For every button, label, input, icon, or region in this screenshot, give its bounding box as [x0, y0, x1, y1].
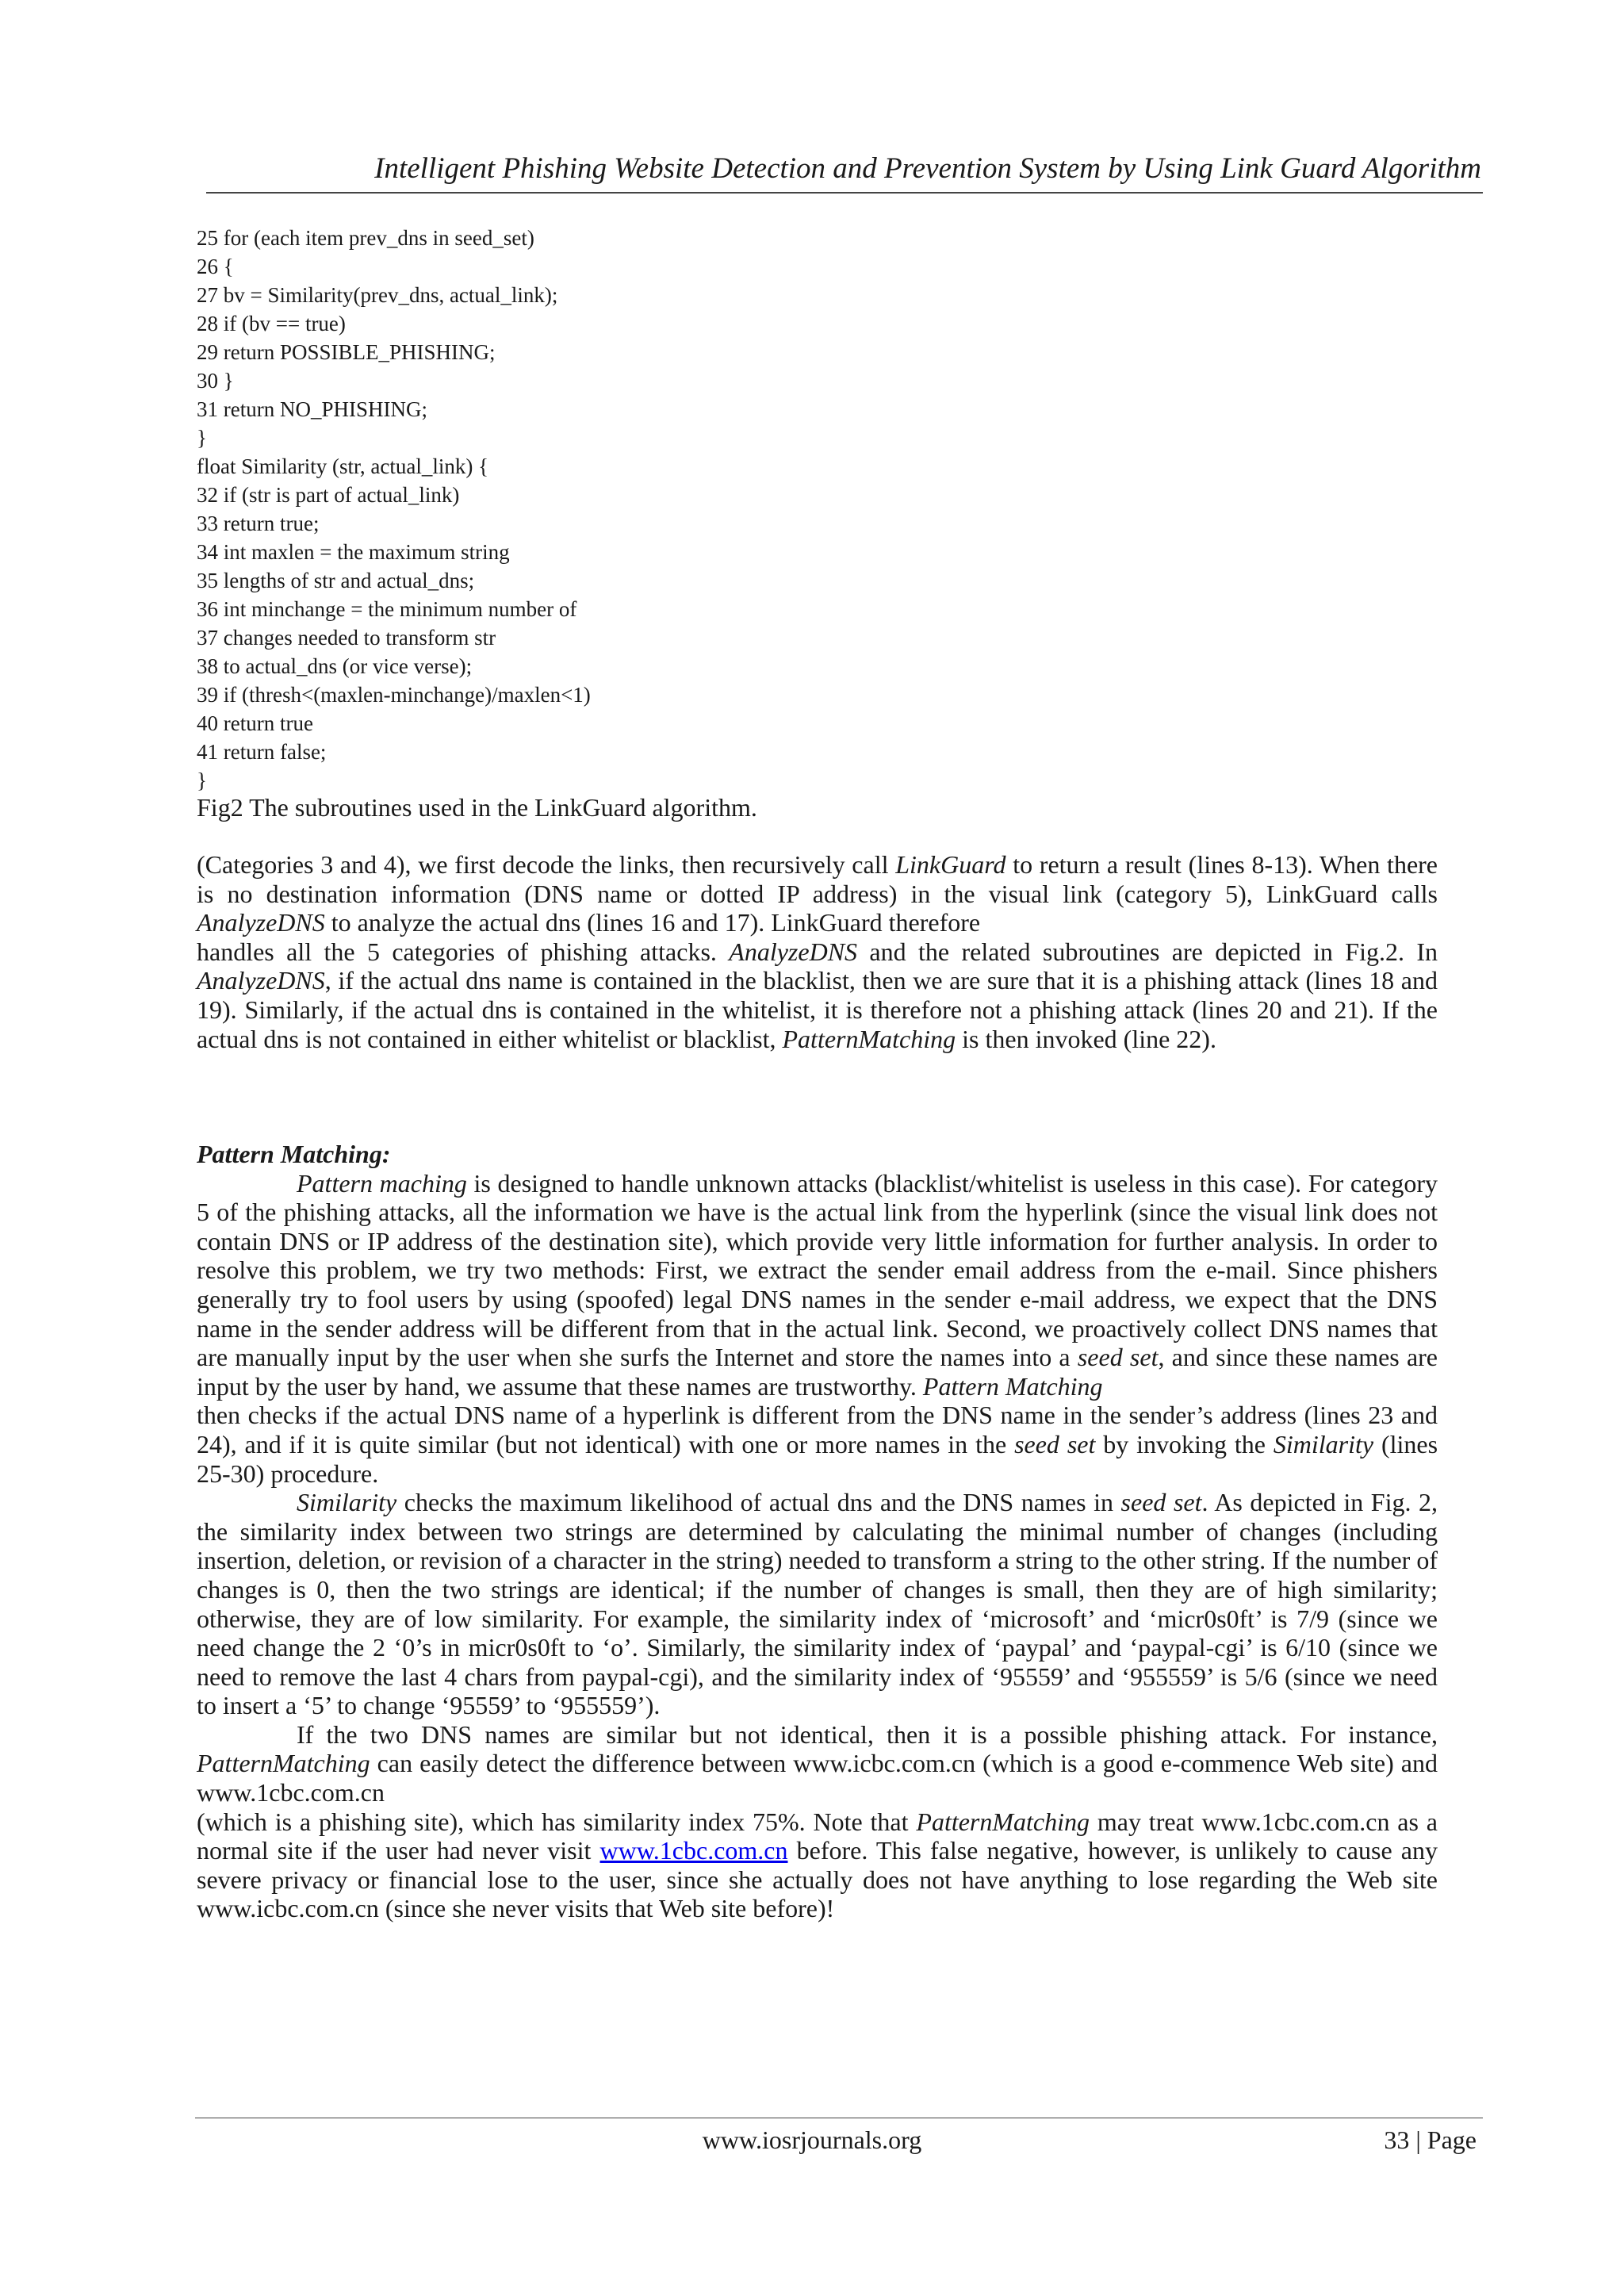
emphasis: Similarity [297, 1488, 397, 1517]
emphasis: seed set [1014, 1429, 1096, 1458]
text-run: (which is a phishing site), which has similarity index 75%. Note that [197, 1807, 917, 1836]
text-run: to return a result (lines 8-13). When there is no destination information (DNS name or dotted IP address) in the visual link (category 5), LinkGuard calls [197, 850, 1438, 908]
text-run: then checks if the actual DNS name of a hyperlink is different from the DNS name in the sender’s address (lines 23 and 24), and if it is quite similar (but not identical) with one or more names in the [197, 1401, 1438, 1458]
emphasis: AnalyzeDNS [729, 937, 858, 966]
text-run: is designed to handle unknown attacks (blacklist/whitelist is useless in this case). For category 5 of the phishing attacks, all the information we have is the actual link from the hyperlink (since the visual link does not contain DNS or IP address of the destination site), which provide very little information for further analysis. In order to resolve this problem, we try two methods: First, we extract the sender email address from the e-mail. Since phishers generally try to fool users by using (spoofed) legal DNS names in the sender e-mail address, we expect that the DNS name in the sender address will be different from that in the actual link. Second, we proactively collect DNS names that are manually input by the user when she surfs the Internet and store the names into a [197, 1168, 1438, 1372]
emphasis: Similarity [1273, 1429, 1374, 1458]
code-line: 27 bv = Similarity(prev_dns, actual_link); [197, 283, 558, 307]
text-run: before. This false negative, however, is unlikely to cause any severe privacy or financial lose to the user, since she actually does not have anything to lose regarding the Web site www.icbc.com.cn (since she never visits that Web site before)! [197, 1836, 1438, 1923]
code-line: 30 } [197, 369, 234, 393]
text-run: (Categories 3 and 4), we first decode the links, then recursively call [197, 850, 896, 879]
page-number: 33 | Page [1384, 2125, 1477, 2154]
pattern-matching-section [197, 1140, 1438, 1923]
paragraph [197, 1720, 1438, 1807]
code-line: 26 { [197, 255, 234, 278]
figure-caption: Fig2 The subroutines used in the LinkGuard algorithm. [197, 793, 757, 822]
code-line: 35 lengths of str and actual_dns; [197, 569, 475, 592]
emphasis: seed set [1077, 1343, 1159, 1372]
emphasis: PatternMatching [782, 1024, 956, 1053]
emphasis: seed set [1120, 1488, 1202, 1517]
paragraph [197, 937, 1438, 1053]
emphasis: Pattern Matching [922, 1371, 1103, 1401]
code-line: 34 int maxlen = the maximum string [197, 540, 510, 564]
paragraph [197, 1401, 1438, 1488]
code-line: 37 changes needed to transform str [197, 626, 496, 650]
emphasis: PatternMatching [916, 1807, 1090, 1836]
paragraph [197, 850, 1438, 937]
text-run: , if the actual dns name is contained in the blacklist, then we are sure that it is a phishing attack (lines 18 and 19). Similarly, if the actual dns is contained in the whitelist, it is therefore not a phishing attack (lines 20 and 21). If the actual dns is not contained in either whitelist or blacklist, [197, 966, 1438, 1053]
code-listing [197, 224, 990, 795]
code-line: float Similarity (str, actual_link) { [197, 454, 489, 478]
code-line: 32 if (str is part of actual_link) [197, 483, 460, 507]
emphasis: AnalyzeDNS [197, 966, 325, 995]
code-line: 38 to actual_dns (or vice verse); [197, 654, 473, 678]
text-run: and the related subroutines are depicted in Fig.2. In [857, 937, 1438, 966]
text-run: to analyze the actual dns (lines 16 and 17). LinkGuard therefore [324, 908, 981, 937]
text-run: (lines 25-30) procedure. [197, 1429, 1438, 1488]
text-run: checks the maximum likelihood of actual dns and the DNS names in [396, 1488, 1121, 1517]
code-line: 36 int minchange = the minimum number of [197, 597, 577, 621]
code-line: 33 return true; [197, 512, 320, 535]
section-heading: Pattern Matching: [197, 1140, 391, 1168]
running-header: Intelligent Phishing Website Detection and Prevention System by Using Link Guard Algorithm [374, 152, 1481, 185]
text-run: If the two DNS names are similar but not identical, then it is a possible phishing attack. For instance, [297, 1719, 1438, 1749]
emphasis: AnalyzeDNS [197, 908, 325, 937]
code-line: 25 for (each item prev_dns in seed_set) [197, 226, 534, 250]
header-divider [206, 192, 1483, 194]
text-run: handles all the 5 categories of phishing attacks. [197, 937, 730, 966]
text-run: is then invoked (line 22). [956, 1024, 1216, 1053]
text-run: can easily detect the difference between www.icbc.com.cn (which is a good e-commence Web site) and www.1cbc.com.cn [197, 1749, 1438, 1807]
emphasis: PatternMatching [197, 1749, 370, 1778]
code-line: 31 return NO_PHISHING; [197, 397, 427, 421]
text-run: by invoking the [1095, 1429, 1274, 1458]
site-link[interactable]: www.1cbc.com.cn [599, 1836, 788, 1865]
paragraph [197, 1807, 1438, 1923]
code-line: 41 return false; [197, 740, 327, 764]
paragraph [197, 1488, 1438, 1720]
text-run: . As depicted in Fig. 2, the similarity index between two strings are determined by calculating the minimal number of changes (including insertion, deletion, or revision of a character in the string) needed to transform a string to the other string. If the number of changes is 0, then the two strings are identical; if the number of changes is small, then they are of high similarity; otherwise, they are of low similarity. For example, the similarity index of ‘microsoft’ and ‘micr0s0ft’ is 7/9 (since we need change the 2 ‘0’s in micr0s0ft to ‘o’. Similarly, the similarity index of ‘paypal’ and ‘paypal-cgi’ is 6/10 (since we need to remove the last 4 chars from paypal-cgi), and the similarity index of ‘95559’ and ‘955559’ is 5/6 (since we need to insert a ‘5’ to change ‘95559’ to ‘955559’). [197, 1488, 1438, 1720]
code-line: } [197, 769, 207, 792]
text-run: , and since these names are input by the user by hand, we assume that these names are trustworthy. [197, 1343, 1438, 1401]
code-line: 29 return POSSIBLE_PHISHING; [197, 340, 496, 364]
footer-url: www.iosrjournals.org [702, 2125, 922, 2154]
emphasis: LinkGuard [895, 850, 1006, 879]
code-line: } [197, 426, 207, 450]
code-line: 39 if (thresh<(maxlen-minchange)/maxlen<1) [197, 683, 591, 707]
intro-text [197, 850, 1438, 1053]
text-run: may treat www.1cbc.com.cn as a normal site if the user had never visit [197, 1807, 1438, 1865]
code-line: 40 return true [197, 711, 313, 735]
paragraph [197, 1169, 1438, 1401]
emphasis: Pattern maching [297, 1168, 467, 1198]
code-line: 28 if (bv == true) [197, 312, 346, 335]
